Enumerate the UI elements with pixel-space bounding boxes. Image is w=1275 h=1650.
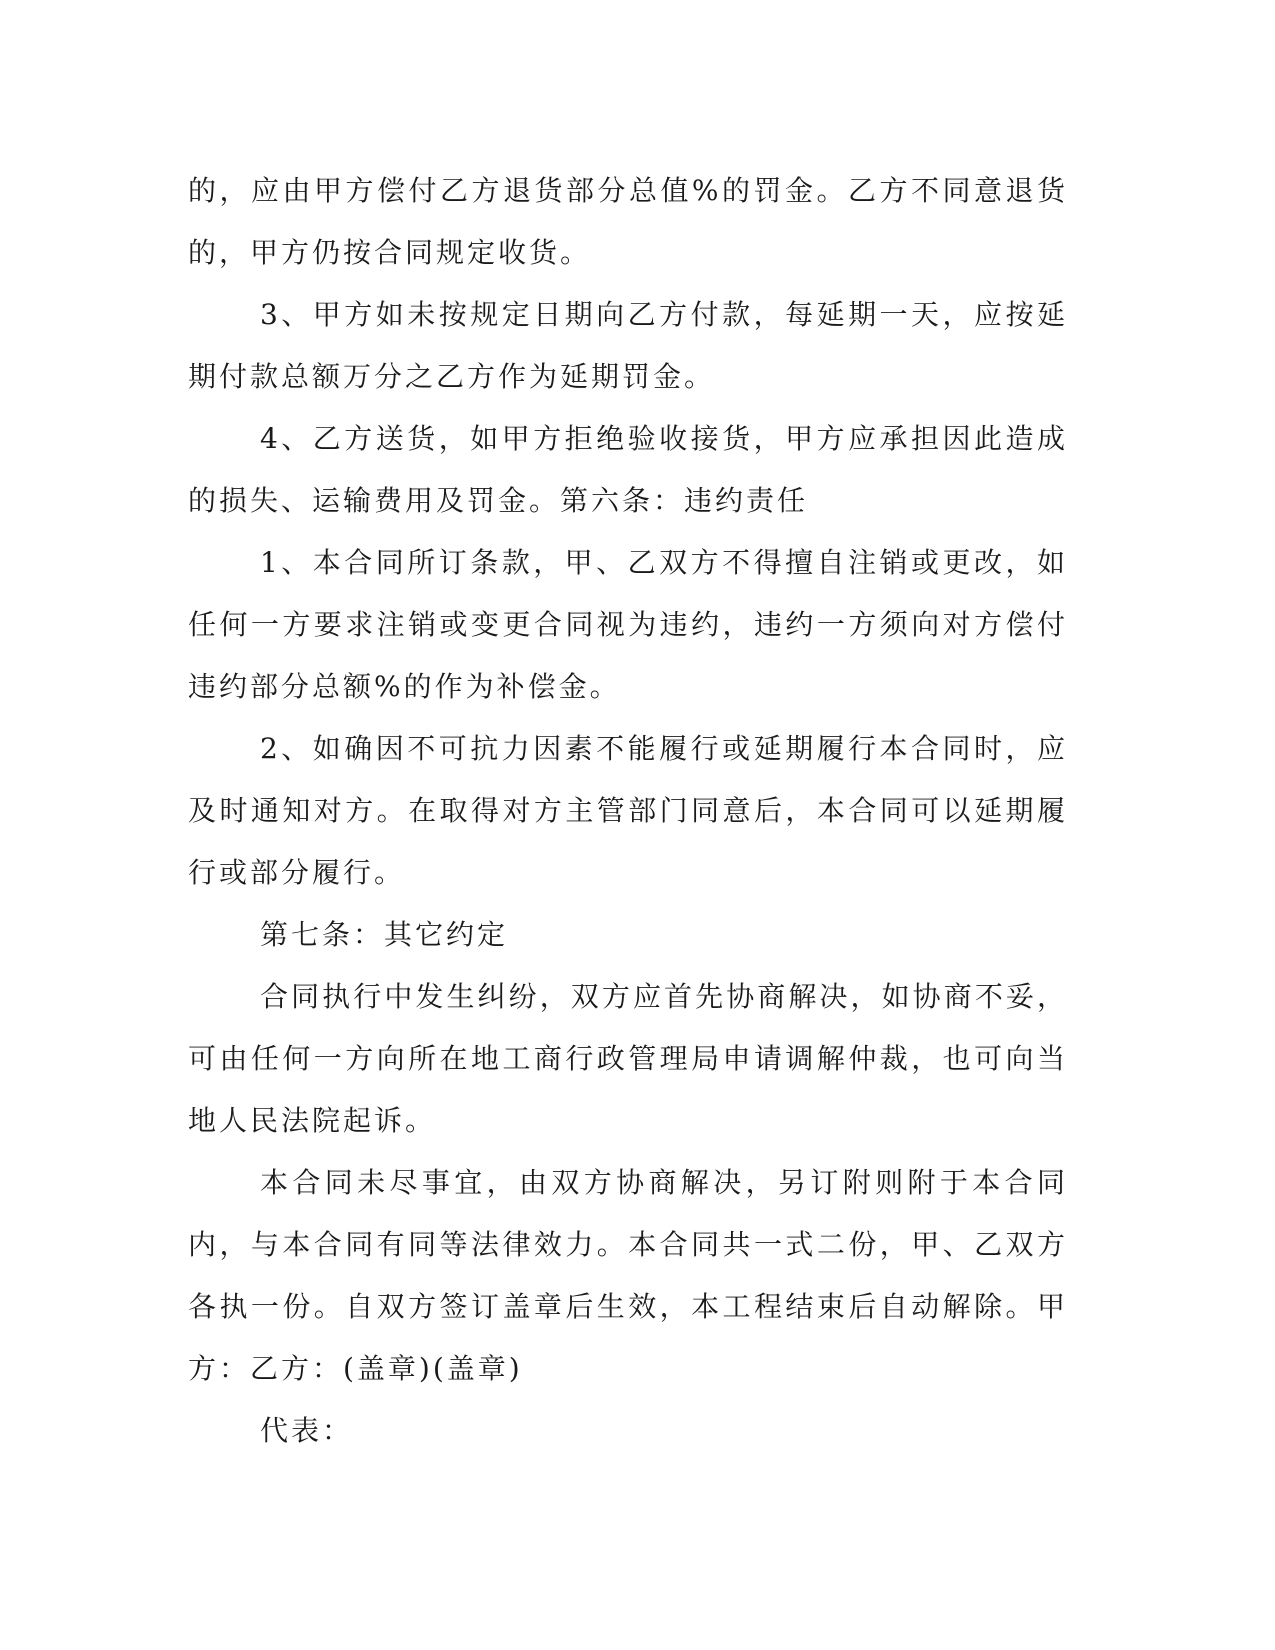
paragraph-refund-penalty: 的，应由甲方偿付乙方退货部分总值%的罚金。乙方不同意退货的，甲方仍按合同规定收货。	[188, 174, 1068, 269]
paragraph-clause-4-refusal: 4、乙方送货，如甲方拒绝验收接货，甲方应承担因此造成的损失、运输费用及罚金。第六条：违约责任	[188, 422, 1068, 517]
heading-article-7: 第七条：其它约定	[260, 918, 509, 951]
paragraph-dispute-resolution: 合同执行中发生纠纷，双方应首先协商解决，如协商不妥，可由任何一方向所在地工商行政管理局申请调解仲裁，也可向当地人民法院起诉。	[188, 980, 1068, 1137]
paragraph-breach-clause-1: 1、本合同所订条款，甲、乙双方不得擅自注销或更改，如任何一方要求注销或变更合同视为违约，违约一方须向对方偿付违约部分总额%的作为补偿金。	[188, 546, 1068, 703]
contract-text-body	[188, 160, 1068, 1462]
representative-label: 代表：	[260, 1414, 354, 1447]
paragraph-clause-3-late-payment: 3、甲方如未按规定日期向乙方付款，每延期一天，应按延期付款总额万分之乙方作为延期罚金。	[188, 298, 1068, 393]
paragraph-breach-clause-2: 2、如确因不可抗力因素不能履行或延期履行本合同时，应及时通知对方。在取得对方主管部门同意后，本合同可以延期履行或部分履行。	[188, 732, 1068, 889]
paragraph-other-matters: 本合同未尽事宜，由双方协商解决，另订附则附于本合同内，与本合同有同等法律效力。本合同共一式二份，甲、乙双方各执一份。自双方签订盖章后生效，本工程结束后自动解除。甲方：乙方：(盖章)(盖章)	[188, 1166, 1068, 1385]
